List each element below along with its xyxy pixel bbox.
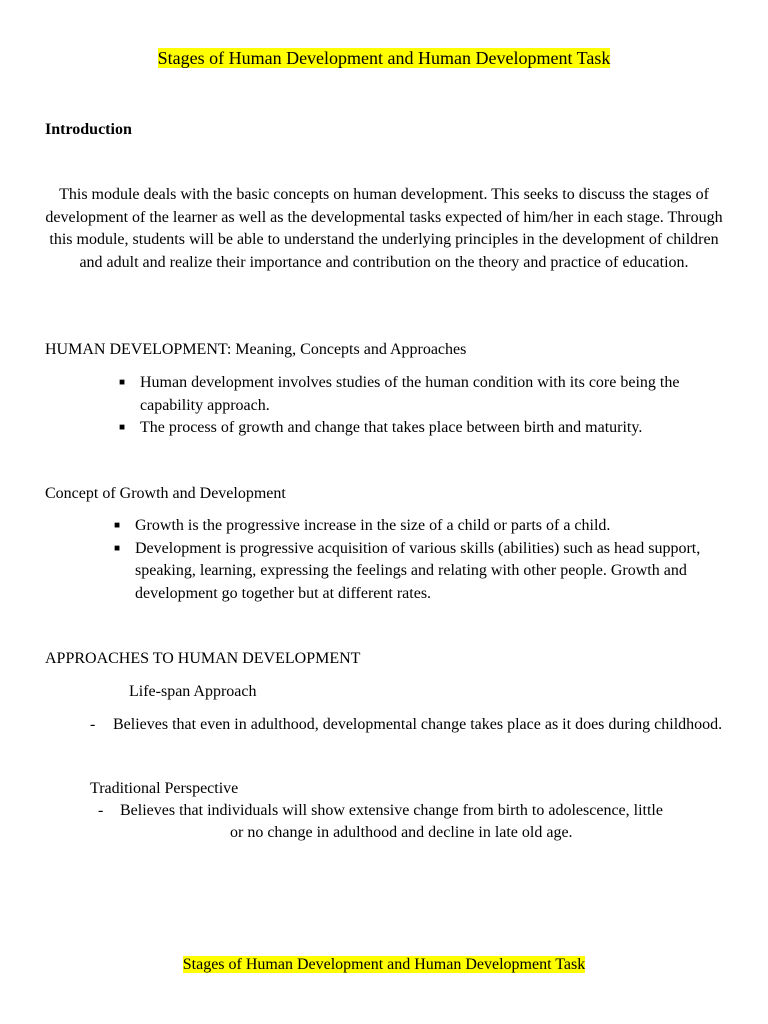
square-bullet-icon: ■ — [119, 377, 126, 388]
document-title-text: Stages of Human Development and Human Development Task — [157, 48, 611, 68]
lifespan-approach-item: Believes that even in adulthood, developmental change takes place as it does during childhood. — [113, 716, 723, 733]
list-item-text: The process of growth and change that takes place between birth and maturity. — [140, 419, 643, 436]
traditional-perspective-line-2: or no change in adulthood and decline in late old age. — [230, 824, 573, 841]
traditional-perspective-heading: Traditional Perspective — [90, 780, 239, 797]
lifespan-approach-heading: Life-span Approach — [129, 683, 257, 700]
list-item-text: Human development involves studies of the human condition with its core being the capability approach. — [140, 374, 680, 414]
list-item-text: Growth is the progressive increase in the size of a child or parts of a child. — [135, 517, 611, 534]
square-bullet-icon: ■ — [114, 520, 121, 531]
introduction-paragraph: This module deals with the basic concepts on human development. This seeks to discuss the stages of development of the learner as well as the developmental tasks expected of him/her in each stage. Through this module, students will be able to understand the underlying principles in the development of children and adult and realize their importance and contribution on the theory and practice of education. — [45, 186, 723, 271]
document-title — [0, 46, 768, 70]
list-item-text: Development is progressive acquisition of various skills (abilities) such as head support, speaking, learning, expressing the feelings and relating with other people. Growth and development go together but at different rates. — [135, 539, 701, 602]
list-item — [114, 515, 730, 538]
growth-development-list — [114, 515, 730, 605]
list-item — [119, 417, 730, 440]
traditional-perspective-line-1: Believes that individuals will show extensive change from birth to adolescence, little — [120, 802, 663, 819]
human-development-heading: HUMAN DEVELOPMENT: Meaning, Concepts and Approaches — [45, 341, 467, 358]
growth-development-heading: Concept of Growth and Development — [45, 485, 286, 502]
list-item — [114, 538, 730, 606]
square-bullet-icon: ■ — [114, 542, 121, 554]
dash-bullet-icon: - — [98, 802, 104, 819]
footer-title-text: Stages of Human Development and Human Development Task — [182, 956, 586, 973]
footer-title — [0, 954, 768, 976]
square-bullet-icon: ■ — [119, 422, 126, 433]
list-item — [119, 372, 730, 417]
approaches-heading: APPROACHES TO HUMAN DEVELOPMENT — [45, 650, 361, 667]
dash-bullet-icon: - — [90, 716, 96, 733]
introduction-heading: Introduction — [45, 121, 132, 138]
human-development-list — [119, 372, 730, 440]
